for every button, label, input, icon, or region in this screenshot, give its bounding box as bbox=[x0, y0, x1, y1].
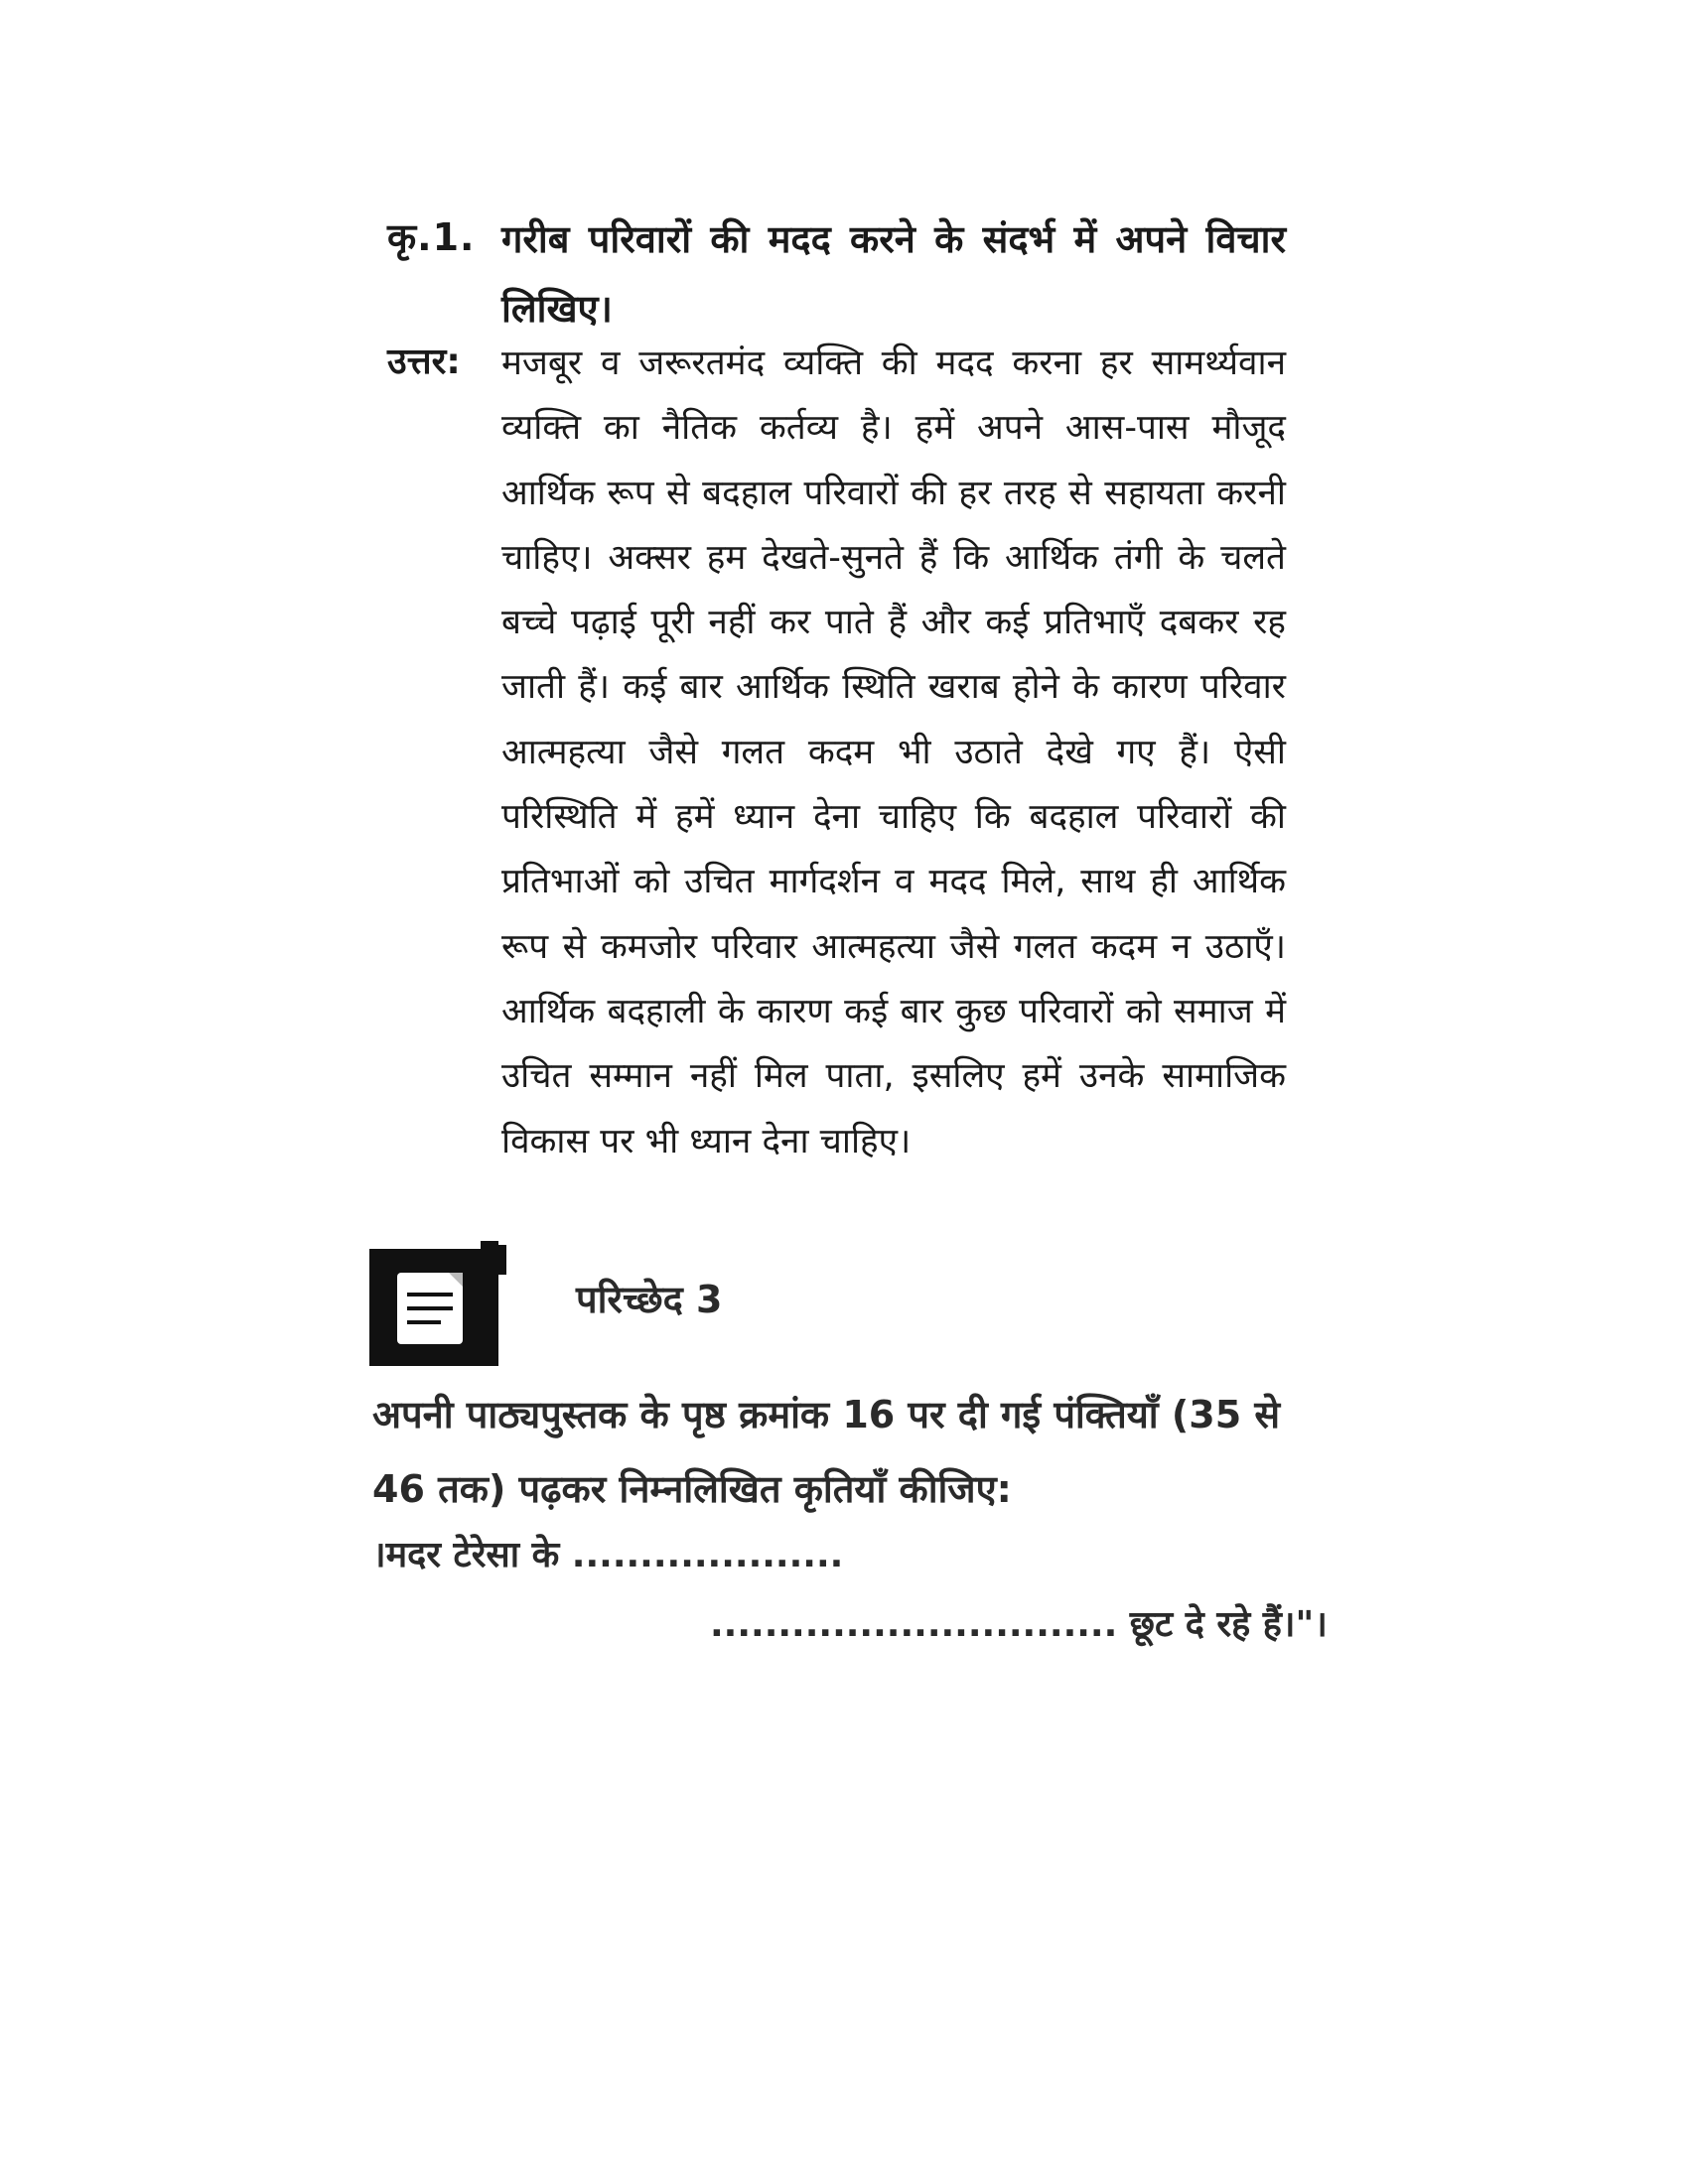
quote-start: ।मदर टेरेसा के .................... bbox=[372, 1535, 844, 1575]
answer-label: उत्तर: bbox=[387, 341, 461, 382]
answer-text: मजबूर व जरूरतमंद व्यक्ति की मदद करना हर सामर्थ्यवान व्यक्ति का नैतिक कर्तव्य है। हमें अपने आस-पास मौजूद आर्थिक रूप से बदहाल परिवारों की हर तरह से सहायता करनी चाहिए। अक्सर हम देखते-सुनते हैं कि आर्थिक तंगी के चलते बच्चे पढ़ाई पूरी नहीं कर पाते हैं और कई प्रतिभाएँ दबकर रह जाती हैं। कई बार आर्थिक स्थिति खराब होने के कारण परिवार आत्महत्या जैसे गलत कदम भी उठाते देखे गए हैं। ऐसी परिस्थिति में हमें ध्यान देना चाहिए कि बदहाल परिवारों की प्रतिभाओं को उचित मार्गदर्शन व मदद मिले, साथ ही आर्थिक रूप से कमजोर परिवार आत्महत्या जैसे गलत कदम न उठाएँ। आर्थिक बदहाली के कारण कई बार कुछ परिवारों को समाज में उचित सम्मान नहीं मिल पाता, इसलिए हमें उनके सामाजिक विकास पर भी ध्यान देना चाहिए। bbox=[501, 343, 1286, 1161]
quote-end: .............................. छूट दे रहे हैं।"। bbox=[710, 1604, 1328, 1645]
instruction-text: अपनी पाठ्यपुस्तक के पृष्ठ क्रमांक 16 पर दी गई पंक्तियाँ (35 से 46 तक) पढ़कर निम्नलिखित कृतियाँ कीजिए: bbox=[372, 1393, 1281, 1511]
document-icon bbox=[369, 1241, 518, 1370]
question-number: कृ.1. bbox=[387, 215, 476, 259]
question-text: गरीब परिवारों की मदद करने के संदर्भ में अपने विचार लिखिए। bbox=[501, 217, 1286, 331]
section-title: परिच्छेद 3 bbox=[576, 1278, 723, 1321]
